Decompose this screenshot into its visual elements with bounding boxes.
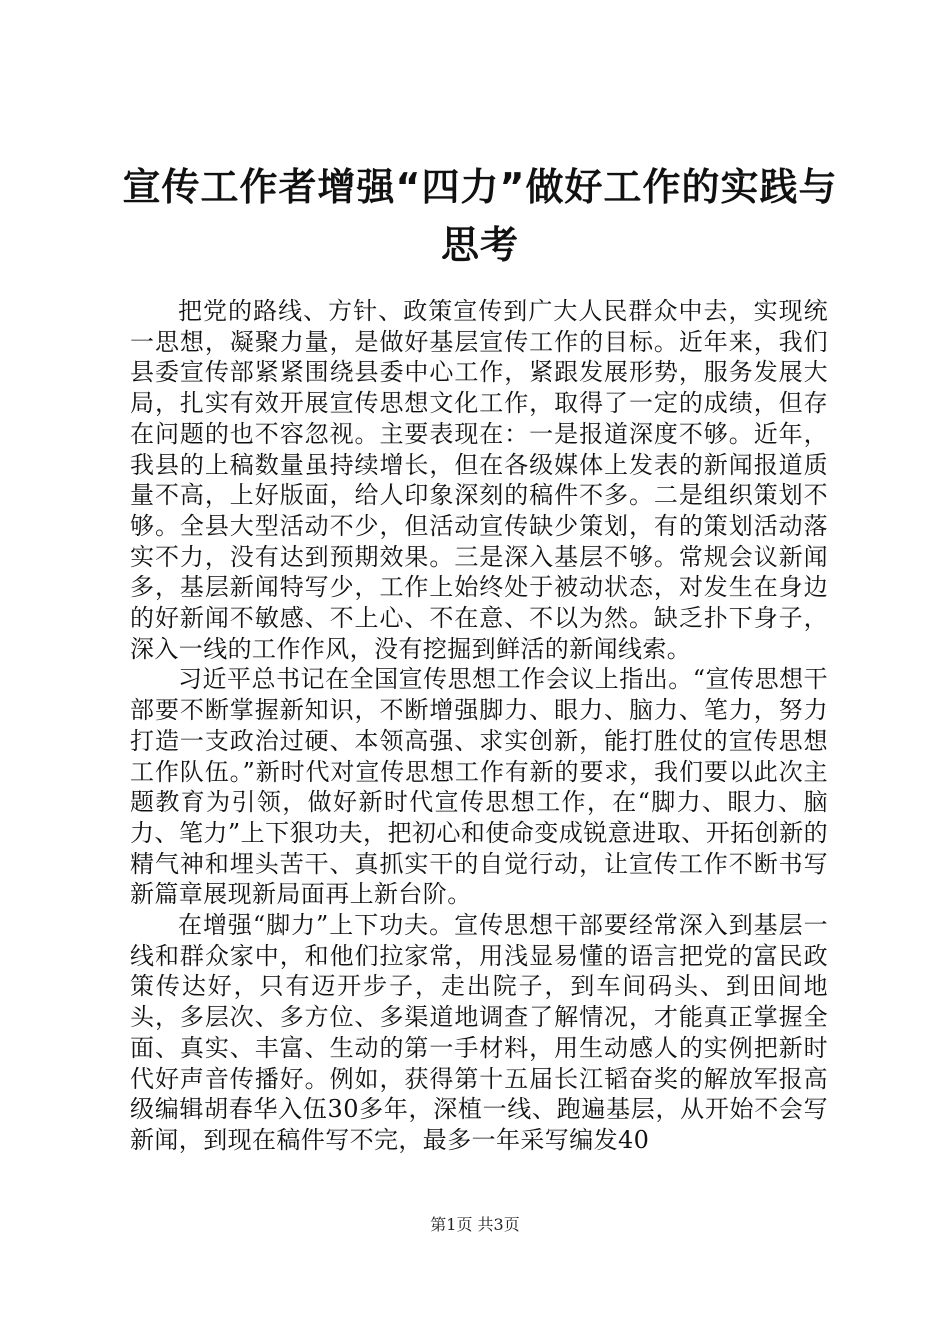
- document-body: [130, 296, 828, 1156]
- page-footer: 第1页 共3页: [430, 1215, 520, 1234]
- document-title: 宣传工作者增强“四力”做好工作的实践与思考: [122, 165, 838, 267]
- paragraph-2: 习近平总书记在全国宣传思想工作会议上指出。“宣传思想干部要不断掌握新知识，不断增强脚力、眼力、脑力、笔力，努力打造一支政治过硬、本领高强、求实创新，能打胜仗的宣传思想工作队伍。”新时代对宣传思想工作有新的要求，我们要以此次主题教育为引领，做好新时代宣传思想工作，在“脚力、眼力、脑力、笔力”上下狠功夫，把初心和使命变成锐意进取、开拓创新的精气神和埋头苦干、真抓实干的自觉行动，让宣传工作不断书写新篇章展现新局面再上新台阶。: [130, 665, 828, 909]
- paragraph-1: 把党的路线、方针、政策宣传到广大人民群众中去，实现统一思想，凝聚力量，是做好基层宣传工作的目标。近年来，我们县委宣传部紧紧围绕县委中心工作，紧跟发展形势，服务发展大局，扎实有效开展宣传思想文化工作，取得了一定的成绩，但存在问题的也不容忽视。主要表现在：一是报道深度不够。近年，我县的上稿数量虽持续增长，但在各级媒体上发表的新闻报道质量不高，上好版面，给人印象深刻的稿件不多。二是组织策划不够。全县大型活动不少，但活动宣传缺少策划，有的策划活动落实不力，没有达到预期效果。三是深入基层不够。常规会议新闻多，基层新闻特写少，工作上始终处于被动状态，对发生在身边的好新闻不敏感、不上心、不在意、不以为然。缺乏扑下身子，深入一线的工作作风，没有挖掘到鲜活的新闻线索。: [130, 297, 828, 663]
- paragraph-3: 在增强“脚力”上下功夫。宣传思想干部要经常深入到基层一线和群众家中，和他们拉家常，用浅显易懂的语言把党的富民政策传达好，只有迈开步子，走出院子，到车间码头、到田间地头，多层次、多方位、多渠道地调查了解情况，才能真正掌握全面、真实、丰富、生动的第一手材料，用生动感人的实例把新时代好声音传播好。例如，获得第十五届长江韬奋奖的解放军报高级编辑胡春华入伍30多年，深植一线、跑遍基层，从开始不会写新闻，到现在稿件写不完，最多一年采写编发40: [130, 911, 828, 1154]
